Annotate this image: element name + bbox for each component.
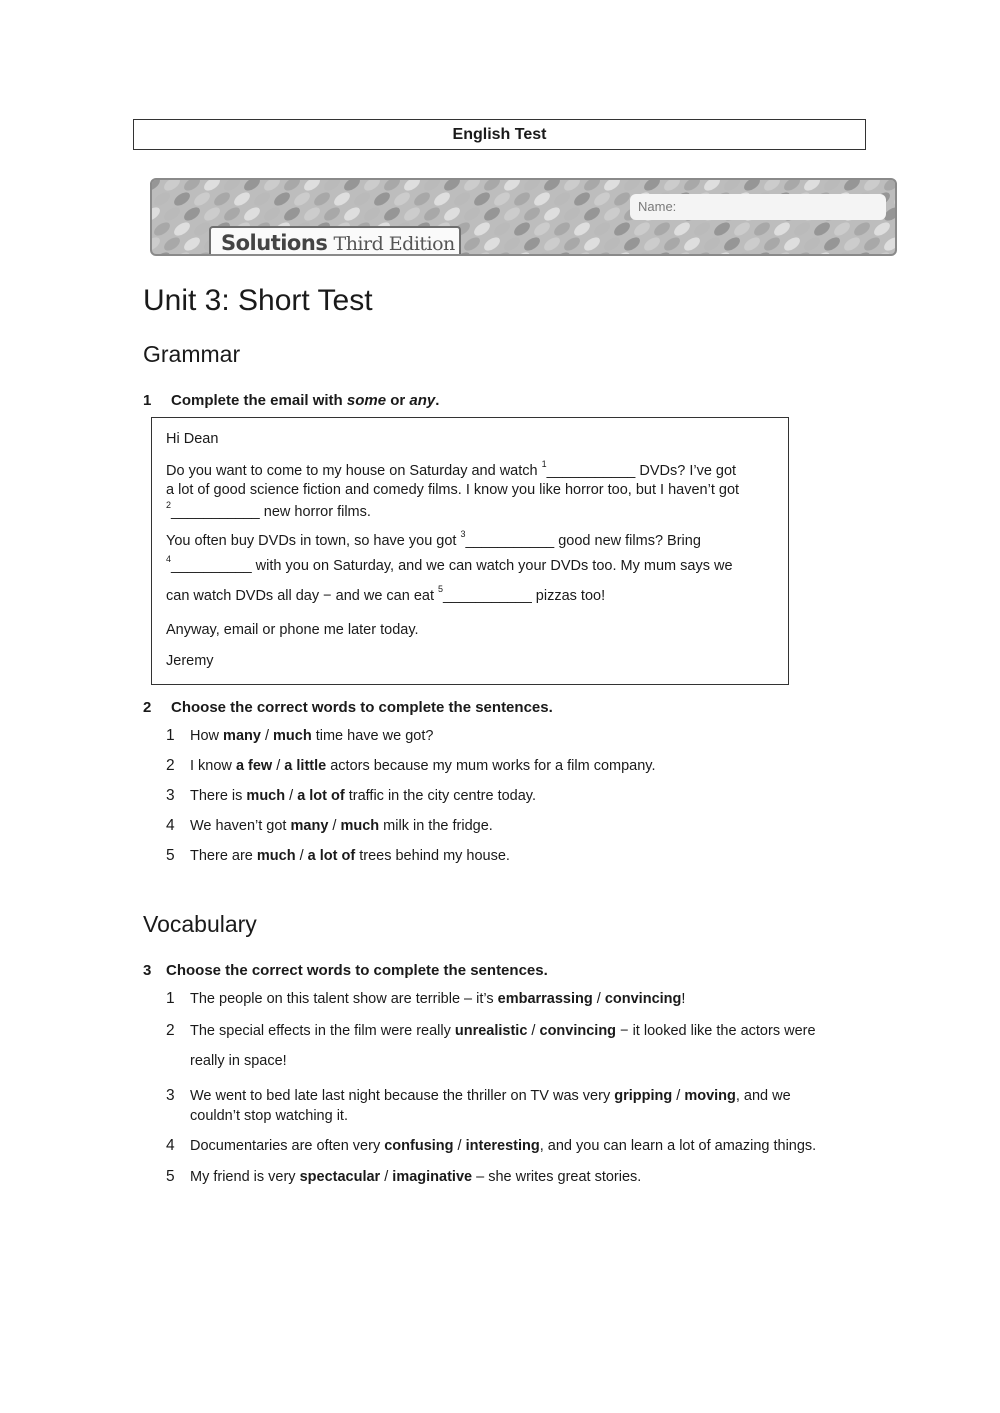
gap-4[interactable]: __________ with you on Saturday, and we can watch your DVDs too. My mum says we [171, 557, 733, 574]
brand-rest: Third Edition [333, 233, 455, 255]
q3-item-5: 5 My friend is very spectacular / imaginative – she writes great stories. [166, 1168, 642, 1185]
option-b[interactable]: a lot of [307, 848, 356, 864]
q3-item-3: 3 We went to bed late last night because the thriller on TV was very gripping / moving, and we [166, 1087, 791, 1104]
q3-item-4: 4 Documentaries are often very confusing / interesting, and you can learn a lot of amazing things. [166, 1137, 817, 1154]
option-b[interactable]: much [273, 728, 312, 744]
vocabulary-heading: Vocabulary [143, 911, 257, 937]
q3-item-2: 2 The special effects in the film were really unrealistic / convincing − it looked like the actors were [166, 1022, 816, 1039]
header-banner [150, 178, 897, 256]
option-b[interactable]: a little [284, 758, 327, 774]
item-number: 3 [166, 787, 175, 804]
unit-title: Unit 3: Short Test [143, 284, 373, 317]
item-number: 3 [166, 1087, 175, 1104]
email-line: $^4$__________ with you on Saturday, and we can watch your DVDs too. My mum says we [166, 554, 733, 574]
q3-item-3-continuation: couldn’t stop watching it. [190, 1108, 348, 1124]
email-signature: Jeremy [166, 653, 214, 669]
option-a[interactable]: gripping [614, 1088, 673, 1104]
option-b[interactable]: moving [684, 1088, 736, 1104]
option-a[interactable]: unrealistic [454, 1023, 528, 1039]
brand-bold: Solutions [221, 231, 328, 255]
option-a[interactable]: many [290, 818, 329, 834]
q2-item-3: 3 There is much / a lot of traffic in the city centre today. [166, 787, 536, 804]
option-b[interactable]: interesting [465, 1138, 540, 1154]
option-a[interactable]: embarrassing [497, 991, 593, 1007]
item-number: 1 [166, 727, 175, 744]
option-a[interactable]: spectacular [299, 1169, 381, 1185]
email-line: a lot of good science fiction and comedy films. I know you like horror too, but I haven’t got [166, 482, 740, 498]
email-line: Anyway, email or phone me later today. [166, 622, 419, 638]
item-number: 4 [166, 817, 175, 834]
email-line: You often buy DVDs in town, so have you got $^3$___________ good new films? Bring [166, 529, 701, 549]
item-number: 4 [166, 1137, 175, 1154]
option-b[interactable]: a lot of [297, 788, 345, 804]
question-3-instruction: 3 Choose the correct words to complete the sentences. [143, 962, 548, 979]
q2-item-1: 1 How many / much time have we got? [166, 727, 434, 744]
gap-5[interactable]: ___________ pizzas too! [443, 587, 606, 604]
option-b[interactable]: convincing [539, 1023, 617, 1039]
item-number: 2 [166, 1022, 175, 1039]
email-line: Do you want to come to my house on Saturday and watch $^1$___________ DVDs? I’ve got [166, 459, 737, 479]
option-a[interactable]: confusing [384, 1138, 454, 1154]
option-a[interactable]: a few [235, 758, 273, 774]
question-2-instruction: 2 Choose the correct words to complete the sentences. [143, 699, 553, 716]
option-b[interactable]: imaginative [392, 1169, 473, 1185]
gap-1[interactable]: ___________ DVDs? I’ve got [546, 462, 737, 479]
option-a[interactable]: much [246, 788, 286, 804]
item-number: 5 [166, 847, 175, 864]
q2-item-2: 2 I know a few / a little actors because my mum works for a film company. [166, 757, 656, 774]
email-greeting: Hi Dean [166, 431, 219, 447]
option-a[interactable]: many [223, 728, 261, 744]
email-box [151, 417, 789, 685]
q3-item-2-continuation: really in space! [190, 1053, 287, 1069]
page-title: English Test [133, 119, 866, 150]
q2-item-4: 4 We haven’t got many / much milk in the fridge. [166, 817, 493, 834]
email-line: can watch DVDs all day − and we can eat $^5$___________ pizzas too! [166, 584, 606, 604]
option-a[interactable]: much [256, 848, 296, 864]
gap-3[interactable]: ___________ good new films? Bring [465, 532, 701, 549]
option-b[interactable]: much [340, 818, 380, 834]
item-number: 2 [166, 757, 175, 774]
option-b[interactable]: convincing [604, 991, 682, 1007]
gap-2[interactable]: ___________ new horror films. [171, 503, 371, 520]
name-field[interactable]: Name: [630, 194, 886, 220]
item-number: 5 [166, 1168, 175, 1185]
grammar-heading: Grammar [143, 341, 241, 367]
q3-item-1: 1 The people on this talent show are terrible – it’s embarrassing / convincing! [166, 990, 686, 1007]
item-number: 1 [166, 990, 175, 1007]
q2-item-5: 5 There are much / a lot of trees behind my house. [166, 847, 510, 864]
email-line: $^2$___________ new horror films. [166, 500, 371, 520]
question-1-instruction: 1 Complete the email with some or any. [143, 392, 440, 409]
brand-logo [209, 226, 461, 256]
